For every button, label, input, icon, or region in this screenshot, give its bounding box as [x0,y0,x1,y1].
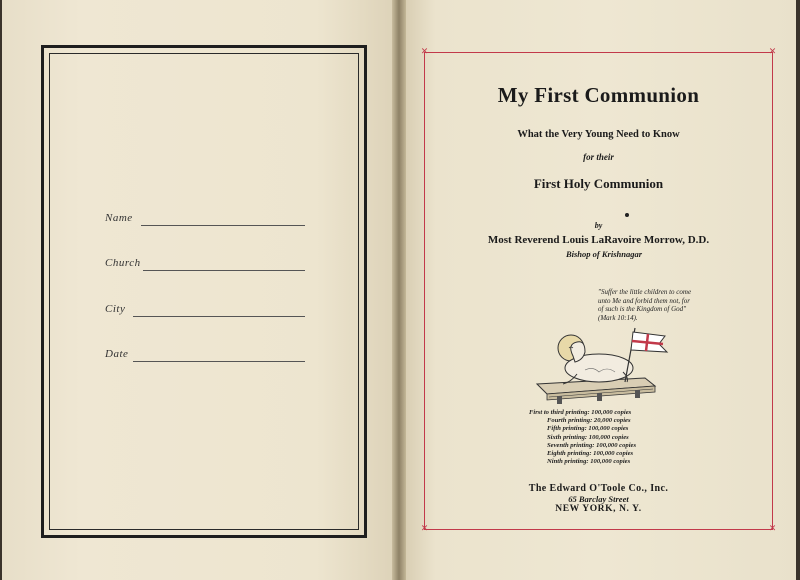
corner-ornament-bottom-right: ✕ [768,524,777,534]
corner-ornament-top-left: ✕ [420,47,429,57]
date-line [133,361,305,362]
church-line [143,270,305,271]
name-plate-inner-frame [49,53,359,530]
name-label: Name [105,212,133,224]
author-title: Bishop of Krishnagar [565,249,643,259]
first-holy-communion-text: First Holy Communion [533,176,664,191]
church-label: Church [105,257,141,269]
printing-line: First to third printing: 100,000 copies [529,409,632,416]
name-field[interactable] [105,212,305,228]
printing-line: Eighth printing: 100,000 copies [547,450,634,458]
book-title: My First Communion [497,83,700,107]
printing-history [525,409,675,466]
publisher-city: NEW YORK, N. Y. [555,504,642,514]
corner-ornament-top-right: ✕ [768,47,777,57]
quote-line: unto Me and forbid them not, for [598,296,690,305]
printing-line: Fifth printing: 100,000 copies [547,425,629,433]
printing-line: Sixth printing: 100,000 copies [547,433,629,441]
for-their-text: for their [583,152,614,162]
printing-line: Fourth printing: 20,000 copies [547,417,631,425]
by-text: by [594,221,603,230]
quote-line: (Mark 10:14). [598,313,638,322]
name-line [141,225,305,226]
printing-line: Seventh printing: 100,000 copies [547,441,637,449]
scripture-quote [598,288,748,322]
quote-line: "Suffer the little children to come [598,288,692,296]
book-gutter [392,0,406,580]
lamb-of-god-illustration [527,326,677,418]
date-field[interactable] [105,348,305,364]
author-name: Most Reverend Louis LaRavoire Morrow, D.D. [487,234,710,246]
corner-ornament-bottom-left: ✕ [420,524,429,534]
ornament-dot [625,213,629,217]
city-field[interactable] [105,303,305,319]
publisher-street: 65 Barclay Street [568,494,629,504]
printing-line: Ninth printing: 100,000 copies [547,458,631,466]
city-label: City [105,303,126,315]
city-line [133,316,305,317]
book-subtitle: What the Very Young Need to Know [517,129,680,140]
date-label: Date [105,348,129,360]
quote-line: of such is the Kingdom of God" [598,305,687,313]
church-field[interactable] [105,257,305,273]
publisher-name: The Edward O'Toole Co., Inc. [528,483,669,494]
